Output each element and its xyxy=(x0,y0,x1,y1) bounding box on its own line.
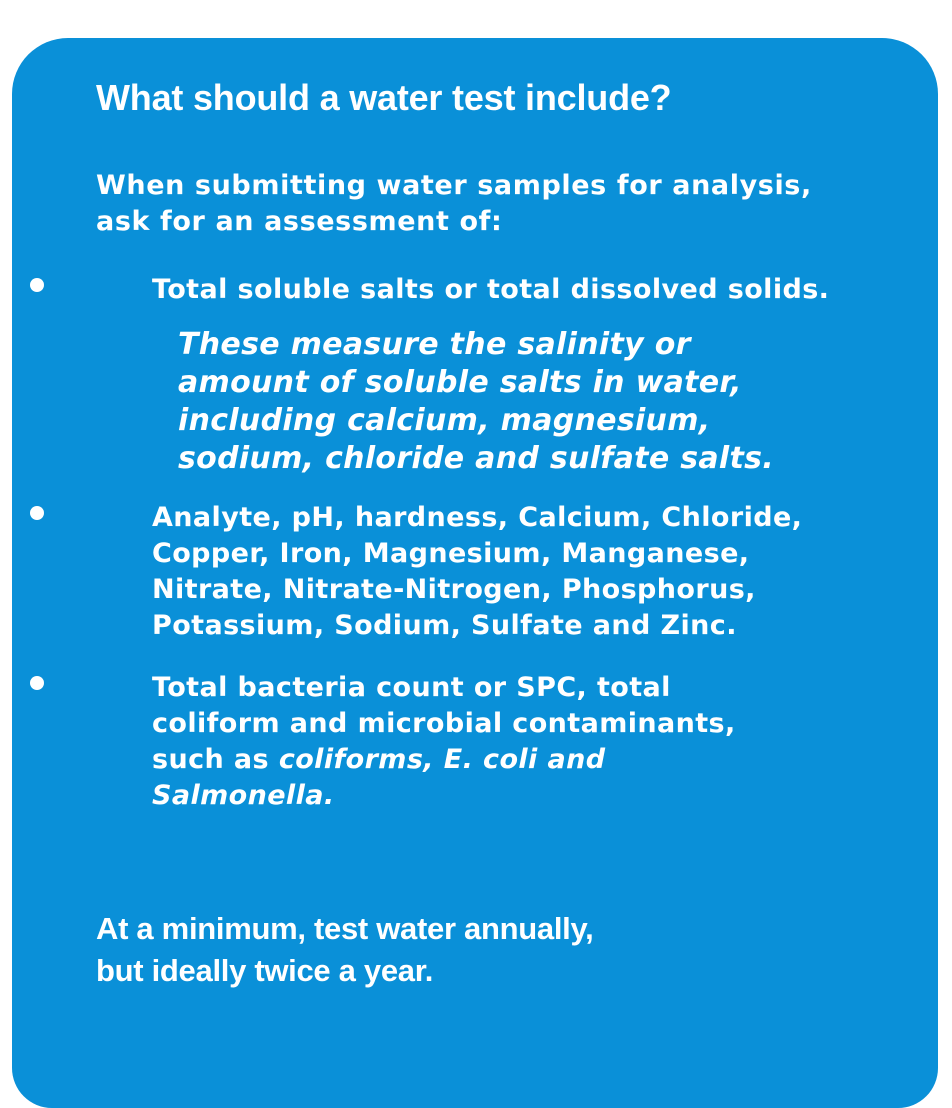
note-line: sodium, chloride and sulfate salts. xyxy=(178,441,774,476)
intro-line: When submitting water samples for analysis, xyxy=(96,170,812,201)
list-item-salts xyxy=(152,272,829,308)
list-item-line: Total bacteria count or SPC, total xyxy=(152,672,671,703)
note-line: amount of soluble salts in water, xyxy=(178,365,742,400)
list-item-text: such as xyxy=(152,744,279,775)
organism-name-salmonella: Salmonella. xyxy=(152,780,335,811)
closing-statement xyxy=(96,908,593,992)
bullet-icon xyxy=(30,676,44,690)
list-item-line: Potassium, Sodium, Sulfate and Zinc. xyxy=(152,610,737,641)
bullet-icon xyxy=(30,506,44,520)
list-item-line: coliform and microbial contaminants, xyxy=(152,708,736,739)
list-item-line: Total soluble salts or total dissolved solids. xyxy=(152,274,830,305)
intro-text xyxy=(96,168,812,240)
list-item-line xyxy=(152,742,736,778)
bullet-icon xyxy=(30,278,44,292)
organism-names: coliforms, E. coli and xyxy=(278,744,606,775)
salts-note xyxy=(178,326,774,478)
intro-line: ask for an assessment of: xyxy=(96,206,503,237)
note-line: These measure the salinity or xyxy=(178,327,691,362)
list-item-line: Analyte, pH, hardness, Calcium, Chloride, xyxy=(152,502,803,533)
closing-line: but ideally twice a year. xyxy=(96,953,434,988)
list-item-line: Copper, Iron, Magnesium, Manganese, xyxy=(152,538,750,569)
list-item-bacteria xyxy=(152,670,736,814)
list-item-analytes xyxy=(152,500,802,644)
card-title: What should a water test include? xyxy=(96,77,672,118)
list-item-line: Nitrate, Nitrate-Nitrogen, Phosphorus, xyxy=(152,574,756,605)
note-line: including calcium, magnesium, xyxy=(178,403,711,438)
closing-line: At a minimum, test water annually, xyxy=(96,911,594,946)
